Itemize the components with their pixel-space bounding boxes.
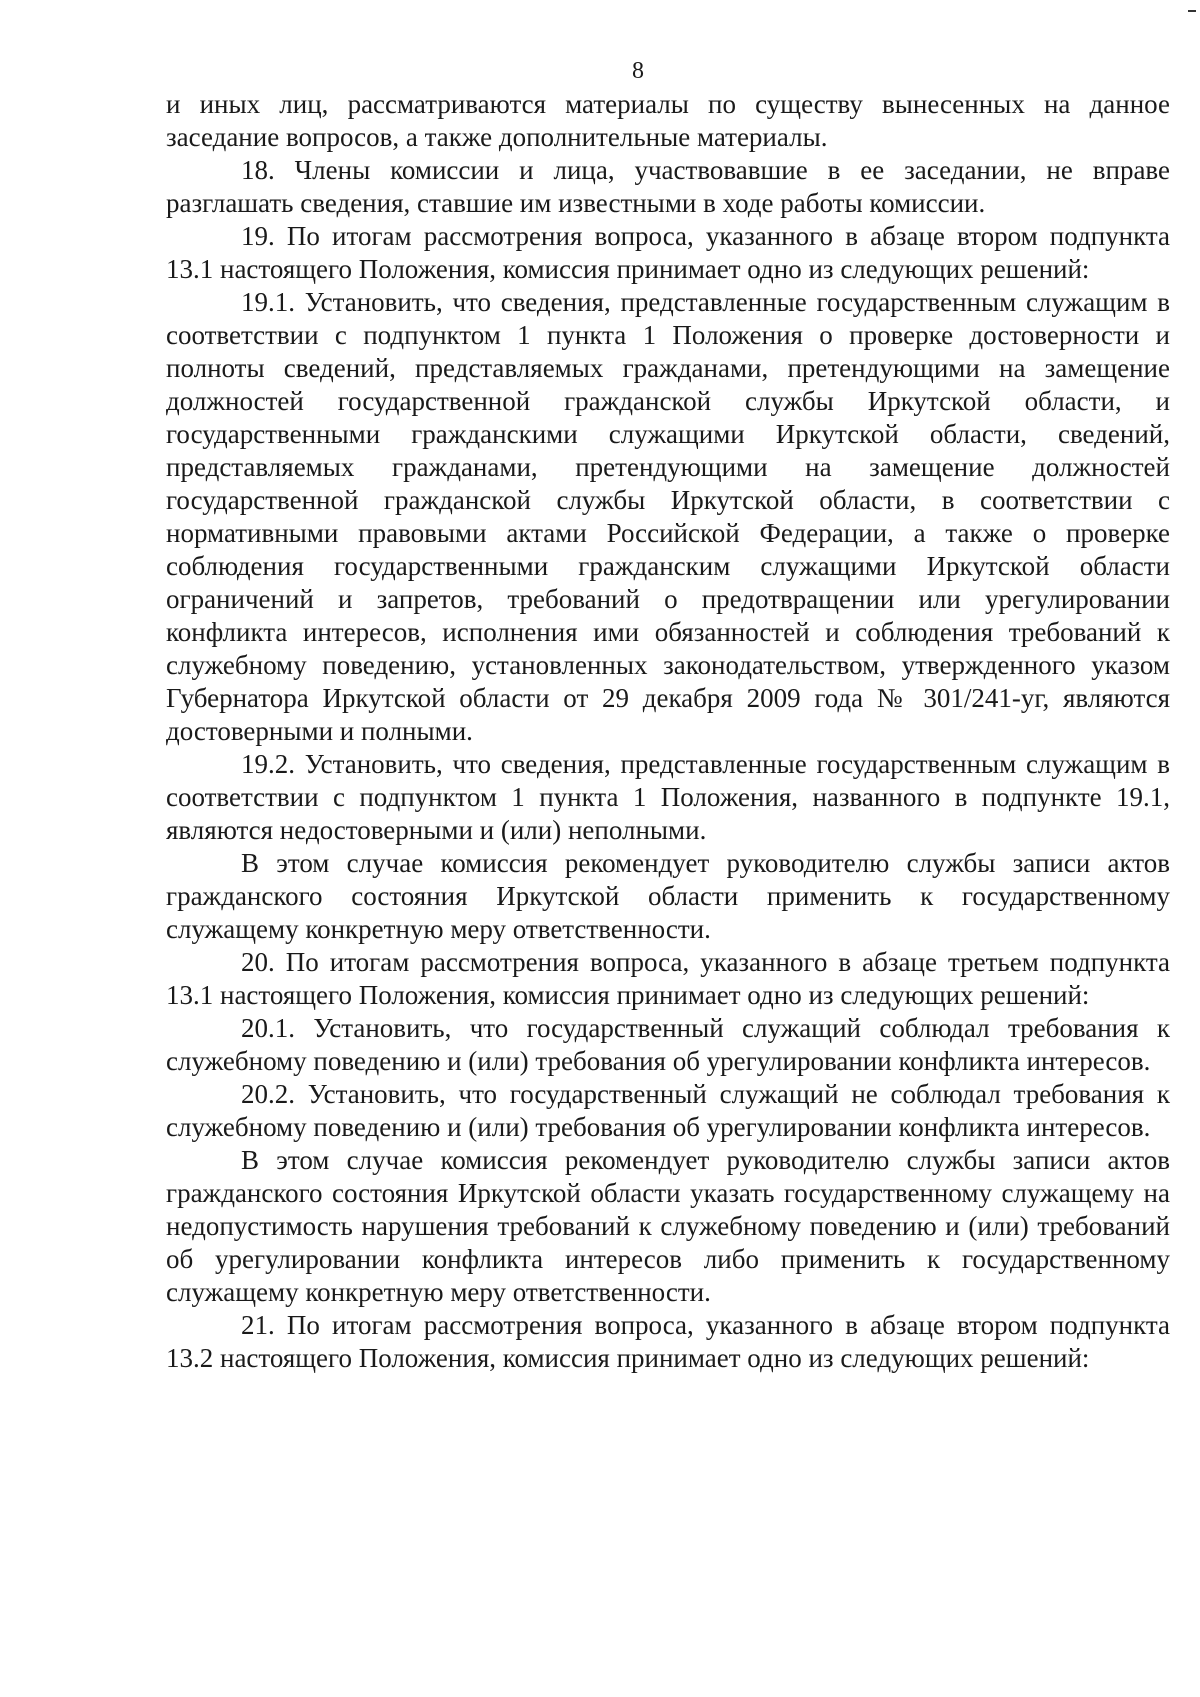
paragraph-19: 19. По итогам рассмотрения вопроса, указанного в абзаце втором подпункта 13.1 настоящего Положения, комиссия принимает одно из следующих решений:: [166, 221, 1170, 284]
paragraph-20-2: 20.2. Установить, что государственный служащий не соблюдал требования к служебному поведению и (или) требования об урегулировании конфликта интересов.: [166, 1079, 1170, 1142]
paragraph-20-2-note: В этом случае комиссия рекомендует руководителю службы записи актов гражданского состояния Иркутской области указать государственному служащему на недопустимость нарушения требований к служебному поведению и (или) требований об урегулировании конфликта интересов либо применить к государственному служащему конкретную меру ответственности.: [166, 1145, 1170, 1307]
paragraph-continuation: и иных лиц, рассматриваются материалы по существу вынесенных на данное заседание вопросов, а также дополнительные материалы.: [166, 89, 1170, 152]
paragraph-19-1: 19.1. Установить, что сведения, представленные государственным служащим в соответствии с подпунктом 1 пункта 1 Положения о проверке достоверности и полноты сведений, представляемых гражданами, претендующими на замещение должностей государственной гражданской службы Иркутской области, и государственными гражданскими служащими Иркутской области, сведений, представляемых гражданами, претендующими на замещение должностей государственной гражданской службы Иркутской области, в соответствии с нормативными правовыми актами Российской Федерации, а также о проверке соблюдения государственными гражданским служащими Иркутской области ограничений и запретов, требований о предотвращении или урегулировании конфликта интересов, исполнения ими обязанностей и соблюдения требований к служебному поведению, установленных законодательством, утвержденного указом Губернатора Иркутской области от 29 декабря 2009 года № 301/241-уг, являются достоверными и полными.: [166, 287, 1170, 746]
paragraph-20: 20. По итогам рассмотрения вопроса, указанного в абзаце третьем подпункта 13.1 настоящего Положения, комиссия принимает одно из следующих решений:: [166, 947, 1170, 1010]
scan-edge-mark: [1188, 10, 1196, 12]
paragraph-19-2-note: В этом случае комиссия рекомендует руководителю службы записи актов гражданского состояния Иркутской области применить к государственному служащему конкретную меру ответственности.: [166, 848, 1170, 944]
page-number: 8: [632, 58, 644, 84]
paragraph-18: 18. Члены комиссии и лица, участвовавшие в ее заседании, не вправе разглашать сведения, ставшие им известными в ходе работы комиссии.: [166, 155, 1170, 218]
paragraph-19-2: 19.2. Установить, что сведения, представленные государственным служащим в соответствии с подпунктом 1 пункта 1 Положения, названного в подпункте 19.1, являются недостоверными и (или) неполными.: [166, 749, 1170, 845]
paragraph-20-1: 20.1. Установить, что государственный служащий соблюдал требования к служебному поведению и (или) требования об урегулировании конфликта интересов.: [166, 1013, 1170, 1076]
document-body: [166, 88, 1170, 1375]
paragraph-21: 21. По итогам рассмотрения вопроса, указанного в абзаце втором подпункта 13.2 настоящего Положения, комиссия принимает одно из следующих решений:: [166, 1310, 1170, 1373]
